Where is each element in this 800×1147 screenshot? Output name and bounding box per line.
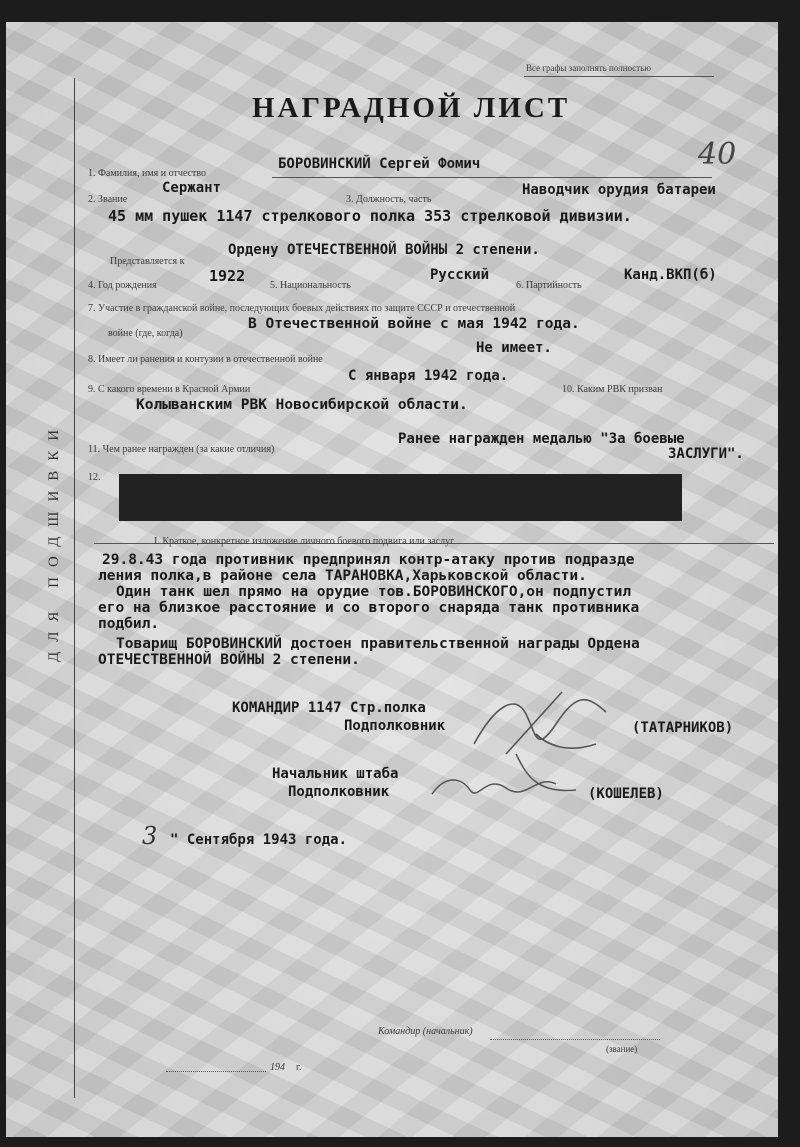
army-label: 9. С какого времени в Красной Армии	[88, 384, 251, 395]
commander-name: (ТАТАРНИКОВ)	[632, 720, 734, 736]
name-label: 1. Фамилия, имя и отчество	[88, 168, 207, 179]
name-underline	[272, 177, 712, 178]
feat-line: Один танк шел прямо на орудие тов.БОРОВИНСКОГО,он подпустил	[116, 584, 632, 600]
war-label-2: войне (где, когда)	[108, 328, 183, 339]
awards-value-2: ЗАСЛУГИ".	[668, 446, 744, 462]
feat-line: 29.8.43 года противник предпринял контр-атаку против подразде	[102, 552, 635, 568]
redaction-bar	[119, 474, 682, 521]
birth-value: 1922	[209, 267, 246, 285]
name-value: БОРОВИНСКИЙ Сергей Фомич	[278, 156, 481, 172]
war-value: В Отечественной войне с мая 1942 года.	[248, 316, 580, 332]
party-value: Канд.ВКП(б)	[624, 267, 717, 283]
feat-line: подбил.	[98, 616, 160, 632]
wounds-label: 8. Имеет ли ранения и контузии в отечественной войне	[88, 354, 323, 365]
army-value: С января 1942 года.	[348, 368, 509, 384]
nationality-label: 5. Национальность	[270, 280, 351, 291]
footer-commander-label: Командир (начальник)	[378, 1026, 473, 1037]
binding-margin-line	[74, 78, 75, 1098]
header-underline	[524, 76, 714, 77]
footer-rank-label: (звание)	[606, 1044, 638, 1054]
chief-signature	[426, 744, 596, 814]
header-note: Все графы заполнять полностью	[526, 63, 652, 73]
feat-line: ОТЕЧЕСТВЕННОЙ ВОЙНЫ 2 степени.	[98, 652, 360, 668]
item12-label: 12.	[88, 472, 101, 483]
footer-year-suffix: г.	[296, 1062, 302, 1073]
feat-line: Товарищ БОРОВИНСКИЙ достоен правительственной награды Ордена	[116, 636, 640, 652]
position-value-2: 45 мм пушек 1147 стрелкового полка 353 стрелковой дивизии.	[108, 207, 632, 225]
position-label: 3. Должность, часть	[346, 194, 432, 205]
birth-label: 4. Год рождения	[88, 280, 157, 291]
presented-label: Представляется к	[110, 256, 185, 267]
page-title: НАГРАДНОЙ ЛИСТ	[252, 92, 571, 124]
wounds-value: Не имеет.	[476, 340, 552, 356]
svg-text:40: 40	[698, 137, 736, 172]
feat-line: его на близкое расстояние и со второго снаряда танк противника	[98, 600, 640, 616]
rank-value: Сержант	[162, 180, 222, 196]
feat-header: I. Краткое, конкретное изложение личного боевого подвига или заслуг	[154, 536, 455, 547]
handwritten-number	[696, 130, 736, 180]
chief-rank: Подполковник	[288, 784, 390, 800]
rvk-label: 10. Каким РВК призван	[562, 384, 663, 395]
award-sheet	[6, 22, 778, 1137]
awards-value-1: Ранее награжден медалью "За боевые	[398, 431, 685, 447]
chief-title: Начальник штаба	[272, 766, 399, 782]
awards-label: 11. Чем ранее награжден (за какие отличия)	[88, 444, 275, 455]
footer-date-line	[166, 1071, 266, 1073]
presented-value: Ордену ОТЕЧЕСТВЕННОЙ ВОЙНЫ 2 степени.	[228, 242, 540, 258]
war-label-1: 7. Участие в гражданской войне, последующих боевых действиях по защите СССР и отечественной	[88, 303, 516, 314]
position-value-1: Наводчик орудия батареи	[522, 182, 716, 198]
footer-commander-line	[490, 1039, 660, 1041]
party-label: 6. Партийность	[516, 280, 582, 291]
svg-text:3: 3	[142, 822, 158, 850]
commander-rank: Подполковник	[344, 718, 446, 734]
chief-name: (КОШЕЛЕВ)	[588, 786, 664, 802]
footer-year: 194	[270, 1062, 285, 1073]
nationality-value: Русский	[430, 267, 490, 283]
rank-label: 2. Звание	[88, 194, 128, 205]
date-text: " Сентября 1943 года.	[170, 832, 348, 848]
commander-title: КОМАНДИР 1147 Стр.полка	[232, 700, 426, 716]
rvk-value: Колыванским РВК Новосибирской области.	[136, 397, 468, 413]
feat-line: ления полка,в районе села ТАРАНОВКА,Харьковской области.	[98, 568, 587, 584]
side-label: ДЛЯ ПОДШИВКИ	[46, 419, 62, 662]
